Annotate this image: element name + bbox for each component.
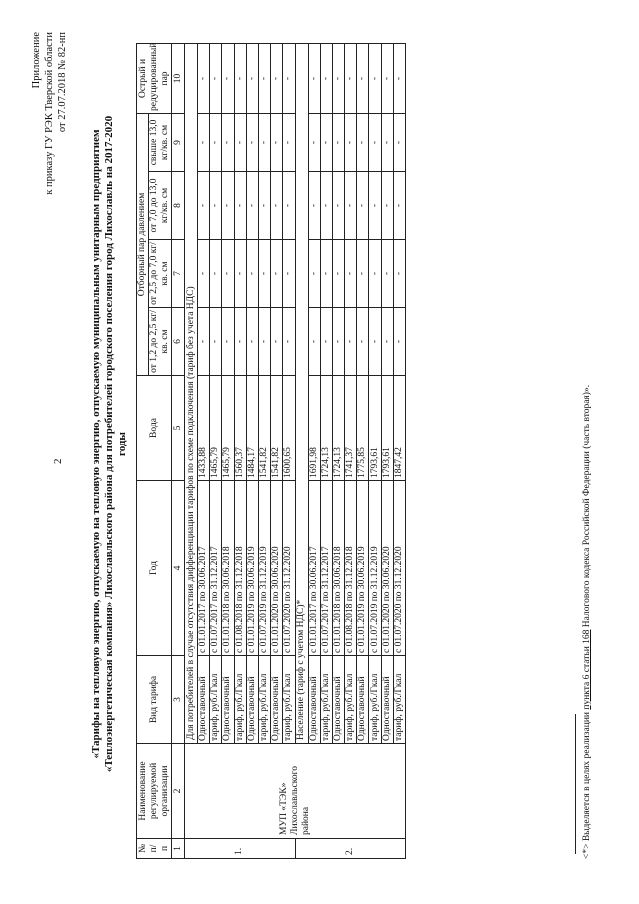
steam-value-cell: -	[393, 172, 405, 240]
steam-value-cell: -	[381, 308, 393, 376]
steam-value-cell: -	[357, 240, 369, 308]
steam-value-cell: -	[283, 113, 295, 171]
steam-value-cell: -	[222, 308, 234, 376]
period-cell: с 01.01.2020 по 30.06.2020	[271, 481, 283, 656]
header-org: Наименование регулируемой организации	[137, 744, 172, 839]
table-row	[210, 43, 222, 858]
tariff-type-cell: Одноставочный	[332, 656, 344, 744]
footnote-link[interactable]: пункта 6 статьи 168	[582, 629, 592, 710]
steam-value-cell: -	[345, 240, 357, 308]
steam-value-cell: -	[381, 113, 393, 171]
table-row	[357, 43, 369, 858]
steam-value-cell: -	[320, 240, 332, 308]
period-cell: с 01.07.2020 по 31.12.2020	[283, 481, 295, 656]
header-pressure-1: от 1,2 до 2,5 кг/кв. см	[149, 308, 172, 376]
section-label-row	[185, 43, 198, 858]
steam-value-cell: -	[345, 43, 357, 113]
water-value-cell: 1793,61	[369, 376, 381, 481]
tariff-type-cell: Одноставочный	[198, 656, 210, 744]
steam-value-cell: -	[234, 43, 246, 113]
tariff-type-cell: тариф, руб./Гкал	[369, 656, 381, 744]
column-number-cell: 9	[172, 113, 185, 171]
footnote-text: <*> Выделяется в целях реализации	[582, 709, 592, 859]
document-title	[90, 104, 129, 784]
water-value-cell: 1847,42	[393, 376, 405, 481]
appendix-line: к приказу ГУ РЭК Тверской области	[44, 32, 55, 195]
steam-value-cell: -	[283, 308, 295, 376]
steam-value-cell: -	[222, 43, 234, 113]
table-row	[271, 43, 283, 858]
steam-value-cell: -	[345, 172, 357, 240]
column-number-cell: 8	[172, 172, 185, 240]
period-cell: с 01.01.2018 по 30.06.2018	[222, 481, 234, 656]
water-value-cell: 1600,65	[283, 376, 295, 481]
steam-value-cell: -	[345, 308, 357, 376]
water-value-cell: 1724,13	[332, 376, 344, 481]
column-number-row	[172, 43, 185, 858]
period-cell: с 01.07.2019 по 31.12.2019	[369, 481, 381, 656]
steam-value-cell: -	[357, 308, 369, 376]
steam-value-cell: -	[198, 43, 210, 113]
steam-value-cell: -	[369, 308, 381, 376]
period-cell: с 01.01.2019 по 30.06.2019	[246, 481, 258, 656]
tariff-type-cell: тариф, руб./Гкал	[393, 656, 405, 744]
steam-value-cell: -	[381, 172, 393, 240]
period-cell: с 01.01.2018 по 30.06.2018	[332, 481, 344, 656]
steam-value-cell: -	[308, 240, 320, 308]
steam-value-cell: -	[357, 172, 369, 240]
footnote-text: Налогового кодекса Российской Федерации (часть вторая)».	[582, 384, 592, 630]
column-number-cell: 10	[172, 43, 185, 113]
steam-value-cell: -	[222, 113, 234, 171]
steam-value-cell: -	[222, 172, 234, 240]
table-row	[222, 43, 234, 858]
steam-value-cell: -	[369, 172, 381, 240]
table-row	[381, 43, 393, 858]
steam-value-cell: -	[222, 240, 234, 308]
steam-value-cell: -	[308, 113, 320, 171]
column-number-cell: 2	[172, 744, 185, 839]
table-row	[308, 43, 320, 858]
appendix-line: Приложение	[31, 32, 42, 89]
tariff-type-cell: Одноставочный	[308, 656, 320, 744]
column-number-cell: 7	[172, 240, 185, 308]
steam-value-cell: -	[320, 113, 332, 171]
steam-value-cell: -	[332, 113, 344, 171]
steam-value-cell: -	[320, 172, 332, 240]
steam-value-cell: -	[210, 113, 222, 171]
steam-value-cell: -	[308, 172, 320, 240]
steam-value-cell: -	[271, 240, 283, 308]
steam-value-cell: -	[198, 240, 210, 308]
steam-value-cell: -	[332, 308, 344, 376]
steam-value-cell: -	[210, 240, 222, 308]
steam-value-cell: -	[393, 113, 405, 171]
steam-value-cell: -	[332, 240, 344, 308]
section-label-row	[295, 43, 308, 858]
steam-value-cell: -	[234, 113, 246, 171]
table-row	[246, 43, 258, 858]
steam-value-cell: -	[271, 43, 283, 113]
table-row	[283, 43, 295, 858]
steam-value-cell: -	[369, 43, 381, 113]
steam-value-cell: -	[393, 43, 405, 113]
header-steam-group: Отборный пар давлением	[137, 113, 149, 375]
tariff-table	[136, 43, 406, 859]
column-number-cell: 3	[172, 656, 185, 744]
appendix-heading	[30, 32, 69, 195]
steam-value-cell: -	[320, 308, 332, 376]
period-cell: с 01.01.2017 по 30.06.2017	[198, 481, 210, 656]
water-value-cell: 1433,88	[198, 376, 210, 481]
tariff-type-cell: тариф, руб./Гкал	[283, 656, 295, 744]
steam-value-cell: -	[258, 172, 270, 240]
steam-value-cell: -	[198, 113, 210, 171]
steam-value-cell: -	[271, 113, 283, 171]
header-num: № п/ п	[137, 839, 172, 859]
tariff-type-cell: тариф, руб./Гкал	[345, 656, 357, 744]
period-cell: с 01.08.2018 по 31.12.2018	[234, 481, 246, 656]
table-row	[393, 43, 405, 858]
steam-value-cell: -	[308, 43, 320, 113]
water-value-cell: 1793,61	[381, 376, 393, 481]
steam-value-cell: -	[369, 113, 381, 171]
tariff-type-cell: Одноставочный	[357, 656, 369, 744]
tariff-type-cell: тариф, руб./Гкал	[234, 656, 246, 744]
tariff-type-cell: Одноставочный	[246, 656, 258, 744]
steam-value-cell: -	[246, 308, 258, 376]
period-cell: с 01.01.2019 по 30.06.2019	[357, 481, 369, 656]
table-row	[234, 43, 246, 858]
steam-value-cell: -	[332, 172, 344, 240]
appendix-line: от 27.07.2018 № 82-нп	[57, 32, 68, 133]
steam-value-cell: -	[393, 308, 405, 376]
steam-value-cell: -	[283, 172, 295, 240]
steam-value-cell: -	[246, 113, 258, 171]
steam-value-cell: -	[320, 43, 332, 113]
tariff-type-cell: Одноставочный	[271, 656, 283, 744]
title-line: «Теплоэнергетическая компания» Лихославльского района для потребителей городского поселения город Лихославль на 2017-2020 годы	[103, 115, 128, 773]
water-value-cell: 1741,37	[345, 376, 357, 481]
section-label-cell: Для потребителей в случае отсутствия дифференциации тарифов по схеме подключения (тариф без учета НДС)	[185, 43, 198, 743]
table-row	[320, 43, 332, 858]
steam-value-cell: -	[381, 43, 393, 113]
column-number-cell: 6	[172, 308, 185, 376]
steam-value-cell: -	[210, 172, 222, 240]
water-value-cell: 1465,79	[222, 376, 234, 481]
tariff-type-cell: тариф, руб./Гкал	[258, 656, 270, 744]
water-value-cell: 1465,79	[210, 376, 222, 481]
steam-value-cell: -	[357, 43, 369, 113]
header-sharp-steam: Острый и редуцированный пар	[137, 43, 172, 113]
steam-value-cell: -	[234, 308, 246, 376]
table-row	[345, 43, 357, 858]
table-row	[369, 43, 381, 858]
steam-value-cell: -	[234, 240, 246, 308]
steam-value-cell: -	[332, 43, 344, 113]
table-row	[332, 43, 344, 858]
steam-value-cell: -	[369, 240, 381, 308]
steam-value-cell: -	[258, 113, 270, 171]
column-number-cell: 1	[172, 839, 185, 859]
period-cell: с 01.01.2017 по 30.06.2017	[308, 481, 320, 656]
period-cell: с 01.07.2020 по 31.12.2020	[393, 481, 405, 656]
steam-value-cell: -	[283, 43, 295, 113]
steam-value-cell: -	[283, 240, 295, 308]
steam-value-cell: -	[246, 43, 258, 113]
header-year: Год	[137, 481, 172, 656]
steam-value-cell: -	[198, 172, 210, 240]
period-cell: с 01.07.2017 по 31.12.2017	[210, 481, 222, 656]
section-label-cell: Население (тариф с учетом НДС)*	[295, 43, 308, 743]
water-value-cell: 1560,37	[234, 376, 246, 481]
steam-value-cell: -	[381, 240, 393, 308]
table-row	[198, 43, 210, 858]
steam-value-cell: -	[258, 240, 270, 308]
water-value-cell: 1775,85	[357, 376, 369, 481]
steam-value-cell: -	[210, 43, 222, 113]
steam-value-cell: -	[271, 172, 283, 240]
steam-value-cell: -	[308, 308, 320, 376]
water-value-cell: 1541,82	[271, 376, 283, 481]
header-tariff-type: Вид тарифа	[137, 656, 172, 744]
period-cell: с 01.08.2018 по 31.12.2018	[345, 481, 357, 656]
water-value-cell: 1691,98	[308, 376, 320, 481]
page-number: 2	[52, 458, 64, 464]
period-cell: с 01.07.2017 по 31.12.2017	[320, 481, 332, 656]
header-pressure-4: свыше 13,0 кг/кв. см	[149, 113, 172, 171]
column-number-cell: 4	[172, 481, 185, 656]
steam-value-cell: -	[271, 308, 283, 376]
title-line: «Тарифы на тепловую энергию, отпускаемую на тепловую энергию, отпускаемую муниципальным унитарным предприятием	[90, 129, 102, 759]
steam-value-cell: -	[234, 172, 246, 240]
column-number-cell: 5	[172, 376, 185, 481]
water-value-cell: 1724,13	[320, 376, 332, 481]
steam-value-cell: -	[258, 308, 270, 376]
steam-value-cell: -	[246, 172, 258, 240]
header-pressure-2: от 2,5 до 7,0 кг/кв. см	[149, 240, 172, 308]
tariff-type-cell: тариф, руб./Гкал	[320, 656, 332, 744]
header-pressure-3: от 7,0 до 13,0 кг/кв. см	[149, 172, 172, 240]
steam-value-cell: -	[210, 308, 222, 376]
water-value-cell: 1541,82	[258, 376, 270, 481]
footnote-divider	[575, 714, 576, 854]
water-value-cell: 1484,17	[246, 376, 258, 481]
header-water: Вода	[137, 376, 172, 481]
steam-value-cell: -	[345, 113, 357, 171]
table-row	[258, 43, 270, 858]
steam-value-cell: -	[393, 240, 405, 308]
period-cell: с 01.07.2019 по 31.12.2019	[258, 481, 270, 656]
section-number-cell: 1.	[185, 839, 296, 859]
tariff-type-cell: тариф, руб./Гкал	[210, 656, 222, 744]
period-cell: с 01.01.2020 по 30.06.2020	[381, 481, 393, 656]
tariff-type-cell: Одноставочный	[222, 656, 234, 744]
footnote	[582, 385, 592, 859]
organization-name-cell: МУП «ТЭК» Лихославльского района	[185, 744, 406, 839]
steam-value-cell: -	[198, 308, 210, 376]
steam-value-cell: -	[258, 43, 270, 113]
section-number-cell: 2.	[295, 839, 406, 859]
steam-value-cell: -	[246, 240, 258, 308]
steam-value-cell: -	[357, 113, 369, 171]
tariff-type-cell: Одноставочный	[381, 656, 393, 744]
